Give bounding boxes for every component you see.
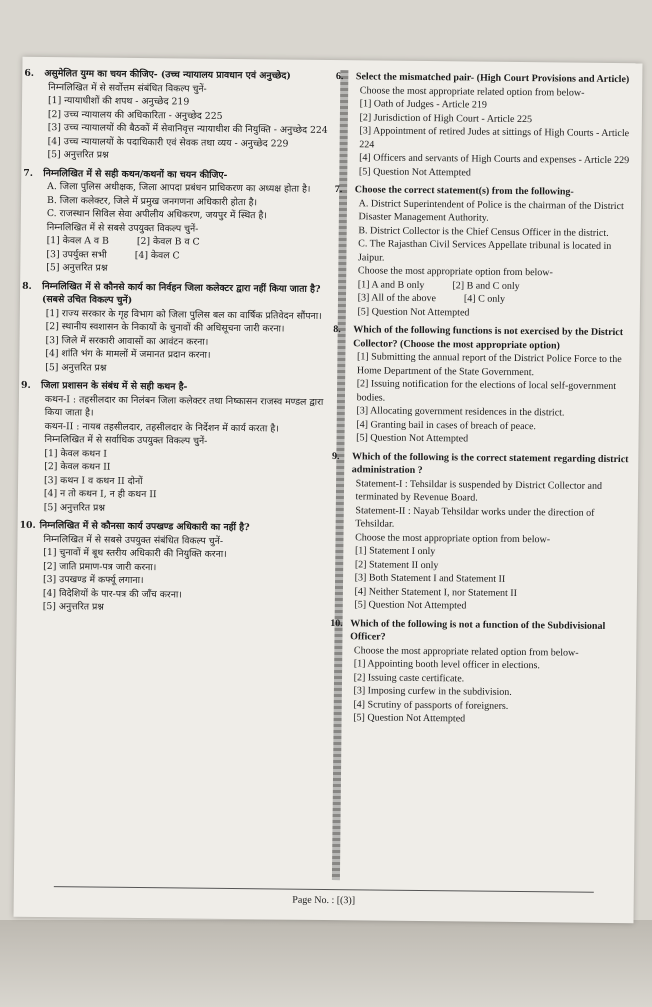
question-text: Which of the following functions is not exercised by the District Collector? (Choose the most appropriate option) — [353, 324, 624, 351]
answer-option: [5] Question Not Attempted — [358, 165, 471, 178]
question-instruction: निम्नलिखित में से सर्वोत्तम संबंधित विकल्प चुनें- — [48, 81, 207, 95]
footer-rule — [54, 886, 594, 893]
question-number: 7. — [23, 167, 34, 179]
question-text: Which of the following is not a function of the Subdivisional Officer? — [350, 617, 606, 643]
answer-option: C. The Rajasthan Civil Services Appellate tribunal is located in Jaipur. — [358, 238, 612, 264]
answer-option: [5] Question Not Attempted — [356, 432, 469, 445]
answer-option: [2] Statement II only — [354, 558, 439, 571]
answer-option: [3] Both Statement I and Statement II — [354, 572, 506, 585]
answer-option: [3] उपर्युक्त सभी — [46, 248, 107, 261]
answer-option: [3] Allocating government residences in the district. — [356, 405, 565, 419]
question-number: 10. — [330, 617, 343, 629]
answer-option: [2] केवल B व C — [136, 235, 200, 248]
question-block — [23, 167, 331, 278]
answer-option: [4] C only — [463, 293, 506, 305]
answer-option: A. District Superintendent of Police is the chairman of the District Disaster Management Authority. — [358, 197, 624, 224]
answer-option: A. जिला पुलिस अधीक्षक, जिला आपदा प्रबंधन प्राधिकरण का अध्यक्ष होता है। — [47, 181, 311, 195]
question-text: Select the mismatched pair- (High Court Provisions and Article) — [355, 71, 630, 86]
question-text: निम्नलिखित में से कौनसा कार्य उपखण्ड अधिकारी का नहीं है? — [39, 519, 250, 534]
answer-option: [4] Neither Statement I, nor Statement II — [354, 585, 518, 599]
answer-option: कथन-II : नायब तहसीलदार, तहसीलदार के निर्देशन में कार्य करता है। — [44, 420, 279, 434]
question-number: 6. — [24, 67, 35, 79]
answer-option: [3] कथन I व कथन II दोनों — [44, 474, 143, 487]
answer-option: [4] उच्च न्यायालयों के पदाधिकारी एवं सेवक तथा व्यय - अनुच्छेद 229 — [47, 135, 289, 150]
question-text: Choose the correct statement(s) from the following- — [354, 184, 574, 198]
question-number: 6. — [335, 71, 344, 83]
question-block — [330, 617, 628, 728]
answer-option: [4] शांति भंग के मामलों में जमानत प्रदान करना। — [45, 348, 211, 361]
answer-option: [3] जिले में सरकारी आवासों का आवंटन करना। — [45, 334, 209, 348]
answer-option: [2] केवल कथन II — [44, 461, 111, 473]
question-instruction: Choose the most appropriate related option from below- — [353, 644, 579, 659]
answer-option: [2] Issuing caste certificate. — [353, 671, 465, 684]
question-columns — [19, 67, 634, 883]
answer-option: निम्नलिखित में से सबसे उपयुक्त विकल्प चुनें- — [46, 221, 199, 235]
question-text: निम्नलिखित में से सही कथन/कथनों का चयन कीजिए- — [43, 167, 228, 181]
answer-option: C. राजस्थान सिविल सेवा अपीलीय अधिकरण, जयपुर में स्थित है। — [46, 208, 267, 222]
answer-option: Statement-I : Tehsildar is suspended by District Collector and terminated by Revenue Board. — [355, 477, 603, 504]
page-number: Page No. : [(3)] — [292, 894, 356, 907]
question-number: 8. — [333, 324, 341, 336]
answer-option: [4] विदेशियों के पार-पत्र की जाँच करना। — [42, 587, 182, 600]
answer-option: Choose the most appropriate option from below- — [357, 265, 553, 279]
question-text: Which of the following is the correct statement regarding district administration ? — [351, 450, 629, 476]
answer-option: B. जिला कलेक्टर, जिले में प्रमुख जनगणना अधिकारी होता है। — [46, 194, 258, 208]
question-number: 9. — [331, 450, 340, 462]
answer-option: [3] उपखण्ड में कर्फ्यू लगाना। — [42, 574, 144, 587]
question-instruction: निम्नलिखित में से सबसे उपयुक्त संबंधित विकल्प चुनें- — [43, 533, 224, 547]
answer-option: [2] B and C only — [452, 279, 520, 292]
answer-option: Choose the most appropriate option from below- — [355, 531, 551, 545]
answer-option: [3] Appointment of retired Judes at sittings of High Courts - Article 224 — [359, 125, 630, 150]
question-block — [334, 183, 633, 321]
answer-option: [5] Question Not Attempted — [357, 305, 470, 318]
answer-option: [1] केवल कथन I — [44, 447, 107, 460]
question-block — [22, 279, 330, 377]
question-text: जिला प्रशासन के संबंध में से सही कथन है- — [41, 379, 188, 393]
question-number: 10. — [19, 519, 36, 531]
answer-option: [4] केवल C — [134, 249, 180, 261]
question-text: असुमेलित युग्म का चयन कीजिए- (उच्च न्यायालय प्रावधान एवं अनुच्छेद) — [44, 68, 291, 82]
answer-option: [1] राज्य सरकार के गृह विभाग को जिला पुलिस बल का वार्षिक प्रतिवेदन सौंपना। — [45, 307, 322, 322]
question-block — [21, 379, 329, 517]
answer-option: [5] अनुत्तरित प्रश्न — [42, 601, 104, 613]
question-number: 7. — [334, 184, 343, 196]
english-column — [330, 70, 635, 883]
answer-option: [3] All of the above — [357, 292, 437, 305]
answer-option: निम्नलिखित में से सर्वाधिक उपयुक्त विकल्प चुनें- — [44, 434, 208, 447]
answer-option: [2] स्थानीय स्वशासन के निकायों के चुनावों की अधिसूचना जारी करना। — [45, 321, 285, 335]
answer-option: [1] चुनावों में बूथ स्तरीय अधिकारी की नियुक्ति करना। — [43, 547, 227, 560]
answer-option: [1] Submitting the annual report of the District Police Force to the Home Department of the State Government. — [356, 351, 622, 378]
question-block — [19, 519, 328, 617]
photo-background — [0, 920, 652, 1007]
answer-option: [3] Imposing curfew in the subdivision. — [353, 685, 512, 698]
answer-option: B. District Collector is the Chief Census Officer in the district. — [358, 224, 609, 239]
answer-option: [1] केवल A व B — [46, 235, 109, 247]
answer-option: [2] जाति प्रमाण-पत्र जारी करना। — [43, 560, 157, 573]
question-number: 8. — [22, 280, 32, 292]
question-instruction: Choose the most appropriate related option from below- — [359, 84, 585, 99]
answer-option: [1] Oath of Judges - Article 219 — [359, 98, 487, 111]
answer-option: [4] Scrutiny of passports of foreigners. — [353, 698, 509, 712]
answer-option: [1] Statement I only — [354, 545, 436, 558]
answer-option: [1] न्यायाधीशों की शपथ - अनुच्छेद 219 — [48, 95, 190, 108]
question-number: 9. — [21, 379, 31, 391]
answer-option: [1] A and B only — [357, 278, 425, 291]
answer-option: Statement-II : Nayab Tehsildar works under the direction of Tehsildar. — [355, 504, 595, 530]
question-block — [333, 323, 632, 447]
answer-option: [4] न तो कथन I, न ही कथन II — [43, 488, 157, 501]
exam-page — [14, 57, 643, 923]
answer-option: [3] उच्च न्यायालयों की बैठकों में सेवानिवृत्त न्यायाधीश की नियुक्ति - अनुच्छेद 224 — [47, 122, 328, 136]
hindi-column — [19, 67, 340, 880]
answer-option: [2] Jurisdiction of High Court - Article 225 — [359, 111, 533, 125]
answer-option: [5] अनुत्तरित प्रश्न — [46, 262, 108, 274]
question-block — [335, 70, 634, 181]
answer-option: [1] Appointing booth level officer in elections. — [353, 658, 541, 672]
answer-option: [2] Issuing notification for the elections of local self-government bodies. — [356, 378, 617, 404]
answer-option: [5] अनुत्तरित प्रश्न — [43, 501, 106, 514]
answer-option: [2] उच्च न्यायालय की अधिकारिता - अनुच्छेद 225 — [47, 108, 223, 122]
question-block — [331, 450, 630, 615]
question-block — [24, 67, 332, 165]
answer-option: [5] Question Not Attempted — [354, 599, 467, 612]
answer-option: [4] Officers and servants of High Courts and expenses - Article 229 — [359, 152, 630, 167]
answer-option: [4] Granting bail in cases of breach of peace. — [356, 418, 537, 432]
answer-option: [5] अनुत्तरित प्रश्न — [47, 149, 109, 161]
answer-option: [5] Question Not Attempted — [353, 712, 466, 725]
answer-option: [5] अनुत्तरित प्रश्न — [45, 361, 107, 374]
question-text: निम्नलिखित में से कौनसे कार्य का निर्वहन जिला कलेक्टर द्वारा नहीं किया जाता है? (सबसे उचित विकल्प चुनें) — [41, 280, 321, 306]
answer-option: कथन-I : तहसीलदार का निलंबन जिला कलेक्टर तथा निष्कासन राजस्व मण्डल द्वारा किया जाता है। — [44, 393, 324, 419]
